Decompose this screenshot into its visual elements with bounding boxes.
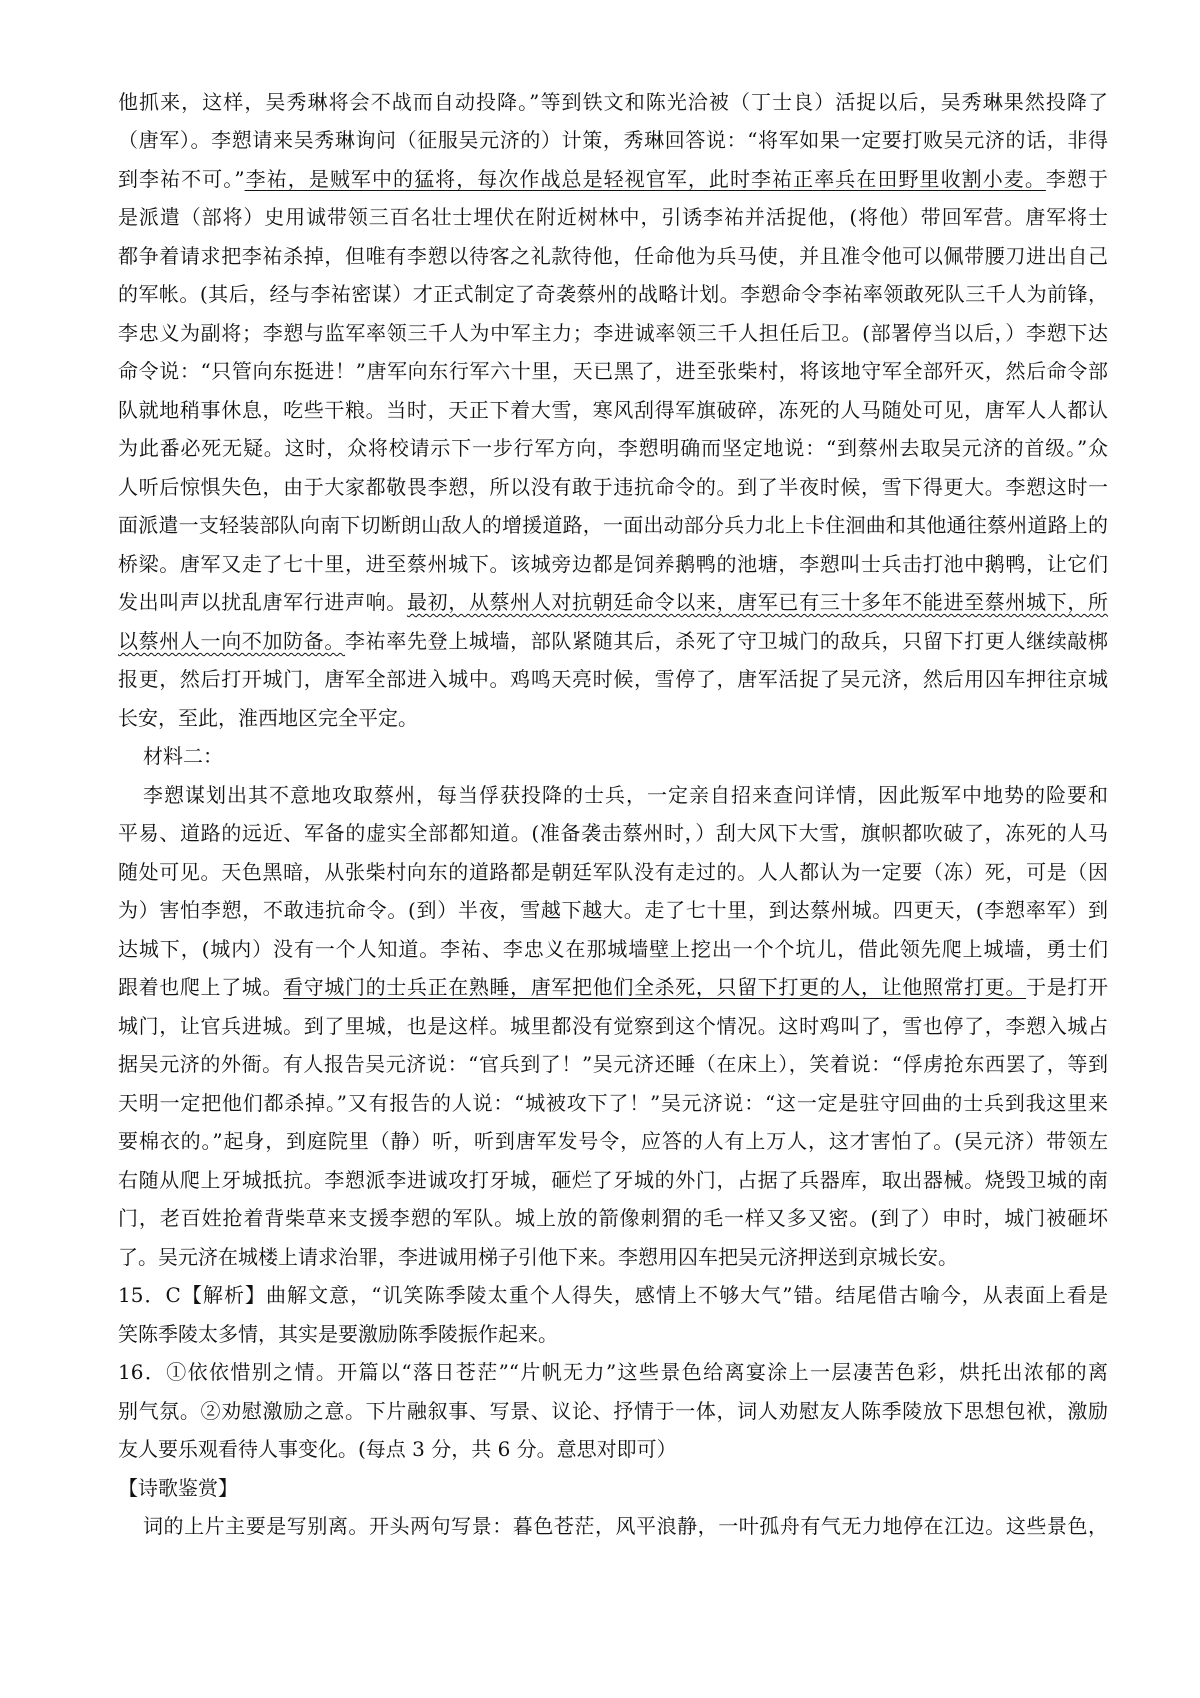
answer-15-line: 笑陈季陵太多情，其实是要激励陈季陵振作起来。: [118, 1322, 558, 1346]
text-line: 城门，让官兵进城。到了里城，也是这样。城里都没有觉察到这个情况。这时鸡叫了，雪也停了，李愬入城占: [118, 1014, 1108, 1038]
text-line: 长安，至此，淮西地区完全平定。: [118, 706, 418, 730]
text-line: （唐军）。李愬请来吴秀琳询问（征服吴元济的）计策，秀琳回答说：“将军如果一定要打败吴元济的话，非得: [118, 128, 1108, 152]
answer-16-line: 友人要乐观看待人事变化。(每点 3 分，共 6 分。意思对即可）: [118, 1437, 677, 1461]
answer-16-line: 16．①依依惜别之情。开篇以“落日苍茫”“片帆无力”这些景色给离宴涂上一层凄苦色彩，烘托出浓郁的离: [118, 1360, 1108, 1384]
text-line: 达城下，(城内）没有一个人知道。李祐、李忠义在那城墙壁上挖出一个个坑儿，借此领先爬上城墙，勇士们: [118, 937, 1108, 961]
text-line: 右随从爬上牙城抵抗。李愬派李进诚攻打牙城，砸烂了牙城的外门，占据了兵器库，取出器械。烧毁卫城的南: [118, 1168, 1108, 1192]
text-line: 天明一定把他们都杀掉。”又有报告的人说：“城被攻下了！”吴元济说：“这一定是驻守回曲的士兵到我这里来: [118, 1091, 1108, 1115]
text-line: 据吴元济的外衙。有人报告吴元济说：“官兵到了！”吴元济还睡（在床上），笑着说：“俘虏抢东西罢了，等到: [118, 1052, 1108, 1076]
text-line: 是派遣（部将）史用诚带领三百名壮士埋伏在附近树林中，引诱李祐并活捉他，(将他）带回军营。唐军将士: [118, 205, 1108, 229]
text-segment: 于是打开: [1026, 975, 1109, 999]
text-segment: 李祐率先登上城墙，部队紧随其后，杀死了守卫城门的敌兵，只留下打更人继续敲梆: [345, 629, 1109, 653]
wavy-underlined-sentence: 以蔡州人一向不加防备。: [118, 629, 346, 653]
text-segment: 发出叫声以扰乱唐军行进声响。: [118, 590, 407, 614]
text-line: 要棉衣的。”起身，到庭院里（静）听，听到唐军发号令，应答的人有上万人，这才害怕了。(吴元济）带领左: [118, 1129, 1108, 1153]
text-line: 桥梁。唐军又走了七十里，进至蔡州城下。该城旁边都是饲养鹅鸭的池塘，李愬叫士兵击打池中鹅鸭，让它们: [118, 552, 1108, 576]
text-line: 命令说：“只管向东挺进！”唐军向东行军六十里，天已黑了，进至张柴村，将该地守军全部歼灭，然后命令部: [118, 359, 1108, 383]
text-line: [118, 162, 1108, 196]
text-line: 门，老百姓抢着背柴草来支援李愬的军队。城上放的箭像刺猬的毛一样又多又密。(到了）申时，城门被砸坏: [118, 1206, 1108, 1230]
text-line: 李愬谋划出其不意地攻取蔡州，每当俘获投降的士兵，一定亲自招来查问详情，因此叛军中地势的险要和: [143, 783, 1108, 807]
underlined-sentence: 看守城门的士兵正在熟睡，唐军把他们全杀死，只留下打更的人，让他照常打更。: [283, 975, 1027, 999]
text-segment: 跟着也爬上了城。: [118, 975, 284, 999]
text-line: 人听后惊惧失色，由于大家都敬畏李愬，所以没有敢于违抗命令的。到了半夜时候，雪下得更大。李愬这时一: [118, 475, 1108, 499]
text-line: 报更，然后打开城门，唐军全部进入城中。鸡鸣天亮时候，雪停了，唐军活捉了吴元济，然后用囚车押往京城: [118, 667, 1108, 691]
text-line: 的军帐。(其后，经与李祐密谋）才正式制定了奇袭蔡州的战略计划。李愬命令李祐率领敢死队三千人为前锋，: [118, 282, 1108, 306]
text-line: 了。吴元济在城楼上请求治罪，李进诚用梯子引他下来。李愬用囚车把吴元济押送到京城长安。: [118, 1245, 958, 1269]
text-line: 平易、道路的远近、军备的虚实全部都知道。(准备袭击蔡州时，）刮大风下大雪，旗帜都吹破了，冻死的人马: [118, 821, 1108, 845]
wavy-underlined-sentence: 最初，从蔡州人对抗朝廷命令以来，唐军已有三十多年不能进至蔡州城下，所: [406, 590, 1109, 614]
text-segment: 到李祐不可。”: [118, 167, 245, 191]
text-line: 随处可见。天色黑暗，从张柴村向东的道路都是朝廷军队没有走过的。人人都认为一定要（冻）死，可是（因: [118, 860, 1108, 884]
text-line: 词的上片主要是写别离。开头两句写景：暮色苍茫，风平浪静，一叶孤舟有气无力地停在江边。这些景色，: [143, 1514, 1108, 1538]
text-line: 李忠义为副将；李愬与监军率领三千人为中军主力；李进诚率领三千人担任后卫。(部署停当以后，）李愬下达: [118, 321, 1108, 345]
text-line: 都争着请求把李祐杀掉，但唯有李愬以待客之礼款待他，任命他为兵马使，并且准令他可以佩带腰刀进出自己: [118, 244, 1108, 268]
text-line: 为）害怕李愬，不敢违抗命令。(到）半夜，雪越下越大。走了七十里，到达蔡州城。四更天，(李愬率军）到: [118, 898, 1108, 922]
answer-15-line: 15．C【解析】曲解文意，“讥笑陈季陵太重个人得失，感情上不够大气”错。结尾借古喻今，从表面上看是: [118, 1283, 1108, 1307]
text-line: 他抓来，这样，吴秀琳将会不战而自动投降。”等到铁文和陈光洽被（丁士良）活捉以后，吴秀琳果然投降了: [118, 90, 1108, 114]
underlined-sentence: 李祐，是贼军中的猛将，每次作战总是轻视官军，此时李祐正率兵在田野里收割小麦。: [244, 167, 1046, 191]
text-line: 队就地稍事休息，吃些干粮。当时，天正下着大雪，寒风刮得军旗破碎，冻死的人马随处可见，唐军人人都认: [118, 398, 1108, 422]
section-heading: 【诗歌鉴赏】: [118, 1476, 238, 1500]
text-line: [118, 585, 1108, 619]
text-line: [118, 970, 1108, 1004]
answer-16-line: 别气氛。②劝慰激励之意。下片融叙事、写景、议论、抒情于一体，词人劝慰友人陈季陵放下思想包袱，激励: [118, 1399, 1108, 1423]
text-line: 面派遣一支轻装部队向南下切断朗山敌人的增援道路，一面出动部分兵力北上卡住洄曲和其他通往蔡州道路上的: [118, 513, 1108, 537]
text-segment: 李愬于: [1045, 167, 1108, 191]
section-heading: 材料二：: [143, 744, 223, 768]
text-line: [118, 624, 1108, 658]
text-line: 为此番必死无疑。这时，众将校请示下一步行军方向，李愬明确而坚定地说：“到蔡州去取吴元济的首级。”众: [118, 436, 1108, 460]
